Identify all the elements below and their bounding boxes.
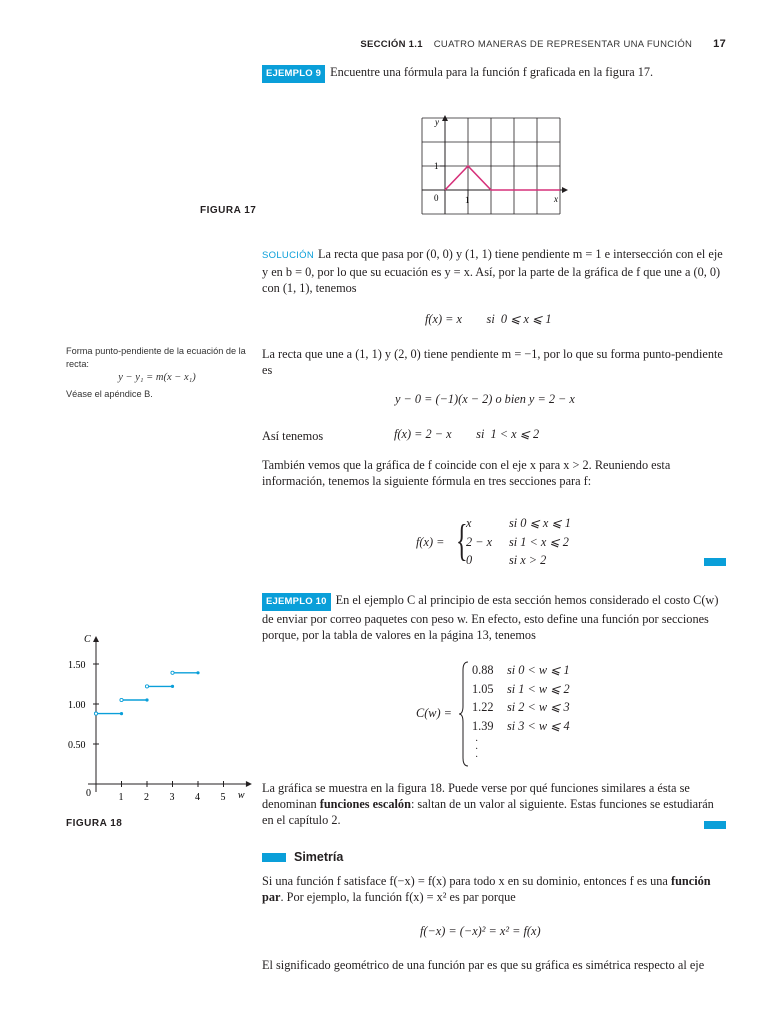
piece-row — [466, 551, 578, 570]
paragraph-3-lead: Así tenemos — [262, 429, 324, 443]
piece-row — [466, 514, 578, 533]
cw-lhs: C(w) = — [416, 706, 452, 720]
figure-17-x-label: x — [554, 194, 558, 204]
figure-17-origin: 0 — [434, 193, 439, 203]
cw-table — [472, 661, 577, 735]
y-axis-arrow — [93, 636, 99, 642]
example-10-paragraph-2: La gráfica se muestra en la figura 18. Puede verse por qué funciones similares a ésta se denominan funciones escalón: saltan de un valor al siguiente. Estas funciones se estudiarán en el capítulo 2. — [262, 781, 714, 828]
origin-label: 0 — [86, 788, 91, 799]
piece-cond: si 0 ⩽ x ⩽ 1 — [509, 516, 571, 530]
piece-cond: si x > 2 — [509, 553, 547, 567]
cw-row — [472, 717, 577, 736]
cw-cond: si 3 < w ⩽ 4 — [507, 718, 570, 733]
section-title: CUATRO MANERAS DE REPRESENTAR UNA FUNCIÓN — [433, 39, 693, 50]
step-closed-endpoint — [145, 698, 148, 701]
piecewise-lhs: f(x) = — [416, 535, 445, 549]
solution-tag: SOLUCIÓN — [262, 250, 315, 261]
example-10-text: En el ejemplo C al principio de esta sección hemos considerado el costo C(w) de enviar por correo paquetes con peso w. En efecto, esto define una función por secciones porque, por la tabla de valores en la página 13, tenemos — [262, 593, 719, 643]
example-10-tag: EJEMPLO 10 — [262, 593, 331, 611]
cw-value: 1.39 — [472, 718, 494, 733]
equation-1: f(x) = x si 0 ⩽ x ⩽ 1 — [425, 312, 552, 326]
y-tick-label: 1.00 — [68, 700, 86, 711]
x-tick-label: 2 — [144, 792, 149, 803]
step-closed-endpoint — [171, 685, 174, 688]
figure-17-x-tick: 1 — [465, 195, 470, 205]
solution-paragraph — [262, 246, 726, 297]
piece-expr: 0 — [466, 553, 473, 567]
cw-row — [472, 680, 577, 699]
end-of-example-mark — [704, 558, 726, 566]
step-open-endpoint — [171, 671, 174, 674]
step-closed-endpoint — [196, 671, 199, 674]
step-open-endpoint — [120, 698, 123, 701]
figure-17-function-line — [445, 166, 560, 190]
piecewise-brace: { — [456, 516, 468, 565]
example-9 — [262, 64, 732, 83]
piece-cond: si 1 < x ⩽ 2 — [509, 534, 569, 549]
symmetry-equation: f(−x) = (−x)² = x² = f(x) — [420, 924, 541, 938]
cw-value: 0.88 — [472, 663, 494, 677]
equation-2: y − 0 = (−1)(x − 2) o bien y = 2 − x — [395, 392, 575, 406]
paragraph-2: La recta que une a (1, 1) y (2, 0) tiene pendiente m = −1, por lo que su forma punto-pendiente es — [262, 347, 723, 378]
y-axis-label: C — [84, 634, 91, 645]
example-9-text: Encuentre una fórmula para la función f graficada en la figura 17. — [330, 65, 654, 79]
page-number: 17 — [713, 38, 726, 50]
sidenote-formula: y − y₁ = m(x − x₁) — [118, 372, 196, 383]
symmetry-heading — [262, 850, 343, 864]
cw-value: 1.05 — [472, 681, 494, 696]
figure-17-y-tick: 1 — [434, 161, 439, 171]
sidenote-ref: Véase el apéndice B. — [66, 388, 153, 399]
figure-17-label: FIGURA 17 — [200, 205, 257, 216]
cw-value: 1.22 — [472, 700, 494, 714]
symmetry-paragraph-1: Si una función f satisface f(−x) = f(x) para todo x en su dominio, entonces f es una función par. Por ejemplo, la función f(x) = x² es par porque — [262, 874, 711, 905]
sidenote — [66, 345, 248, 400]
x-tick-label: 3 — [169, 792, 175, 803]
cw-cond: si 1 < w ⩽ 2 — [507, 681, 570, 696]
x-axis-arrow — [246, 781, 252, 787]
example-9-tag: EJEMPLO 9 — [262, 65, 325, 83]
symmetry-paragraph-2: El significado geométrico de una función par es que su gráfica es simétrica respecto al eje — [262, 958, 705, 972]
cw-row — [472, 661, 577, 680]
cw-row — [472, 698, 577, 717]
figure-17-graph — [410, 112, 570, 220]
step-closed-endpoint — [120, 712, 123, 715]
paragraph-4: También vemos que la gráfica de f coincide con el eje x para x > 2. Reuniendo esta información, tenemos la siguiente fórmula en tres secciones para f: — [262, 458, 671, 489]
cw-cond: si 0 < w ⩽ 1 — [507, 663, 570, 677]
sidenote-text: Forma punto-pendiente de la ecuación de la recta: — [66, 346, 246, 369]
step-open-endpoint — [145, 685, 148, 688]
cw-brace — [458, 660, 470, 768]
heading-bar — [262, 853, 286, 862]
y-tick-label: 0.50 — [68, 740, 86, 751]
x-tick-label: 4 — [195, 792, 200, 803]
cw-cond: si 2 < w ⩽ 3 — [507, 700, 570, 714]
example-10 — [262, 592, 726, 644]
piece-expr: x — [466, 516, 472, 530]
figure-18-label: FIGURA 18 — [66, 818, 123, 829]
solution-text: La recta que pasa por (0, 0) y (1, 1) tiene pendiente m = 1 e intersección con el eje y en b = 0, por lo que su ecuación es y = x. Así, por la parte de la gráfica de f que une a (0, 0) con (1, 1), tenemos — [262, 247, 723, 296]
figure-18-chart — [58, 632, 258, 804]
section-number: SECCIÓN 1.1 — [360, 39, 423, 50]
running-header — [360, 38, 726, 50]
piece-expr: 2 − x — [466, 534, 493, 549]
end-of-example-mark — [704, 821, 726, 829]
figure-17-y-label: y — [435, 117, 439, 127]
piece-row — [466, 533, 578, 552]
y-tick-label: 1.50 — [68, 660, 86, 671]
cw-continuation-dots: · · · — [475, 736, 479, 763]
symmetry-heading-text: Simetría — [294, 850, 344, 864]
x-axis-label: w — [237, 790, 245, 801]
x-tick-label: 1 — [118, 792, 124, 803]
x-tick-label: 5 — [220, 792, 226, 803]
step-open-endpoint — [94, 712, 97, 715]
piecewise-table — [466, 514, 578, 570]
equation-3: f(x) = 2 − x si 1 < x ⩽ 2 — [394, 427, 540, 441]
